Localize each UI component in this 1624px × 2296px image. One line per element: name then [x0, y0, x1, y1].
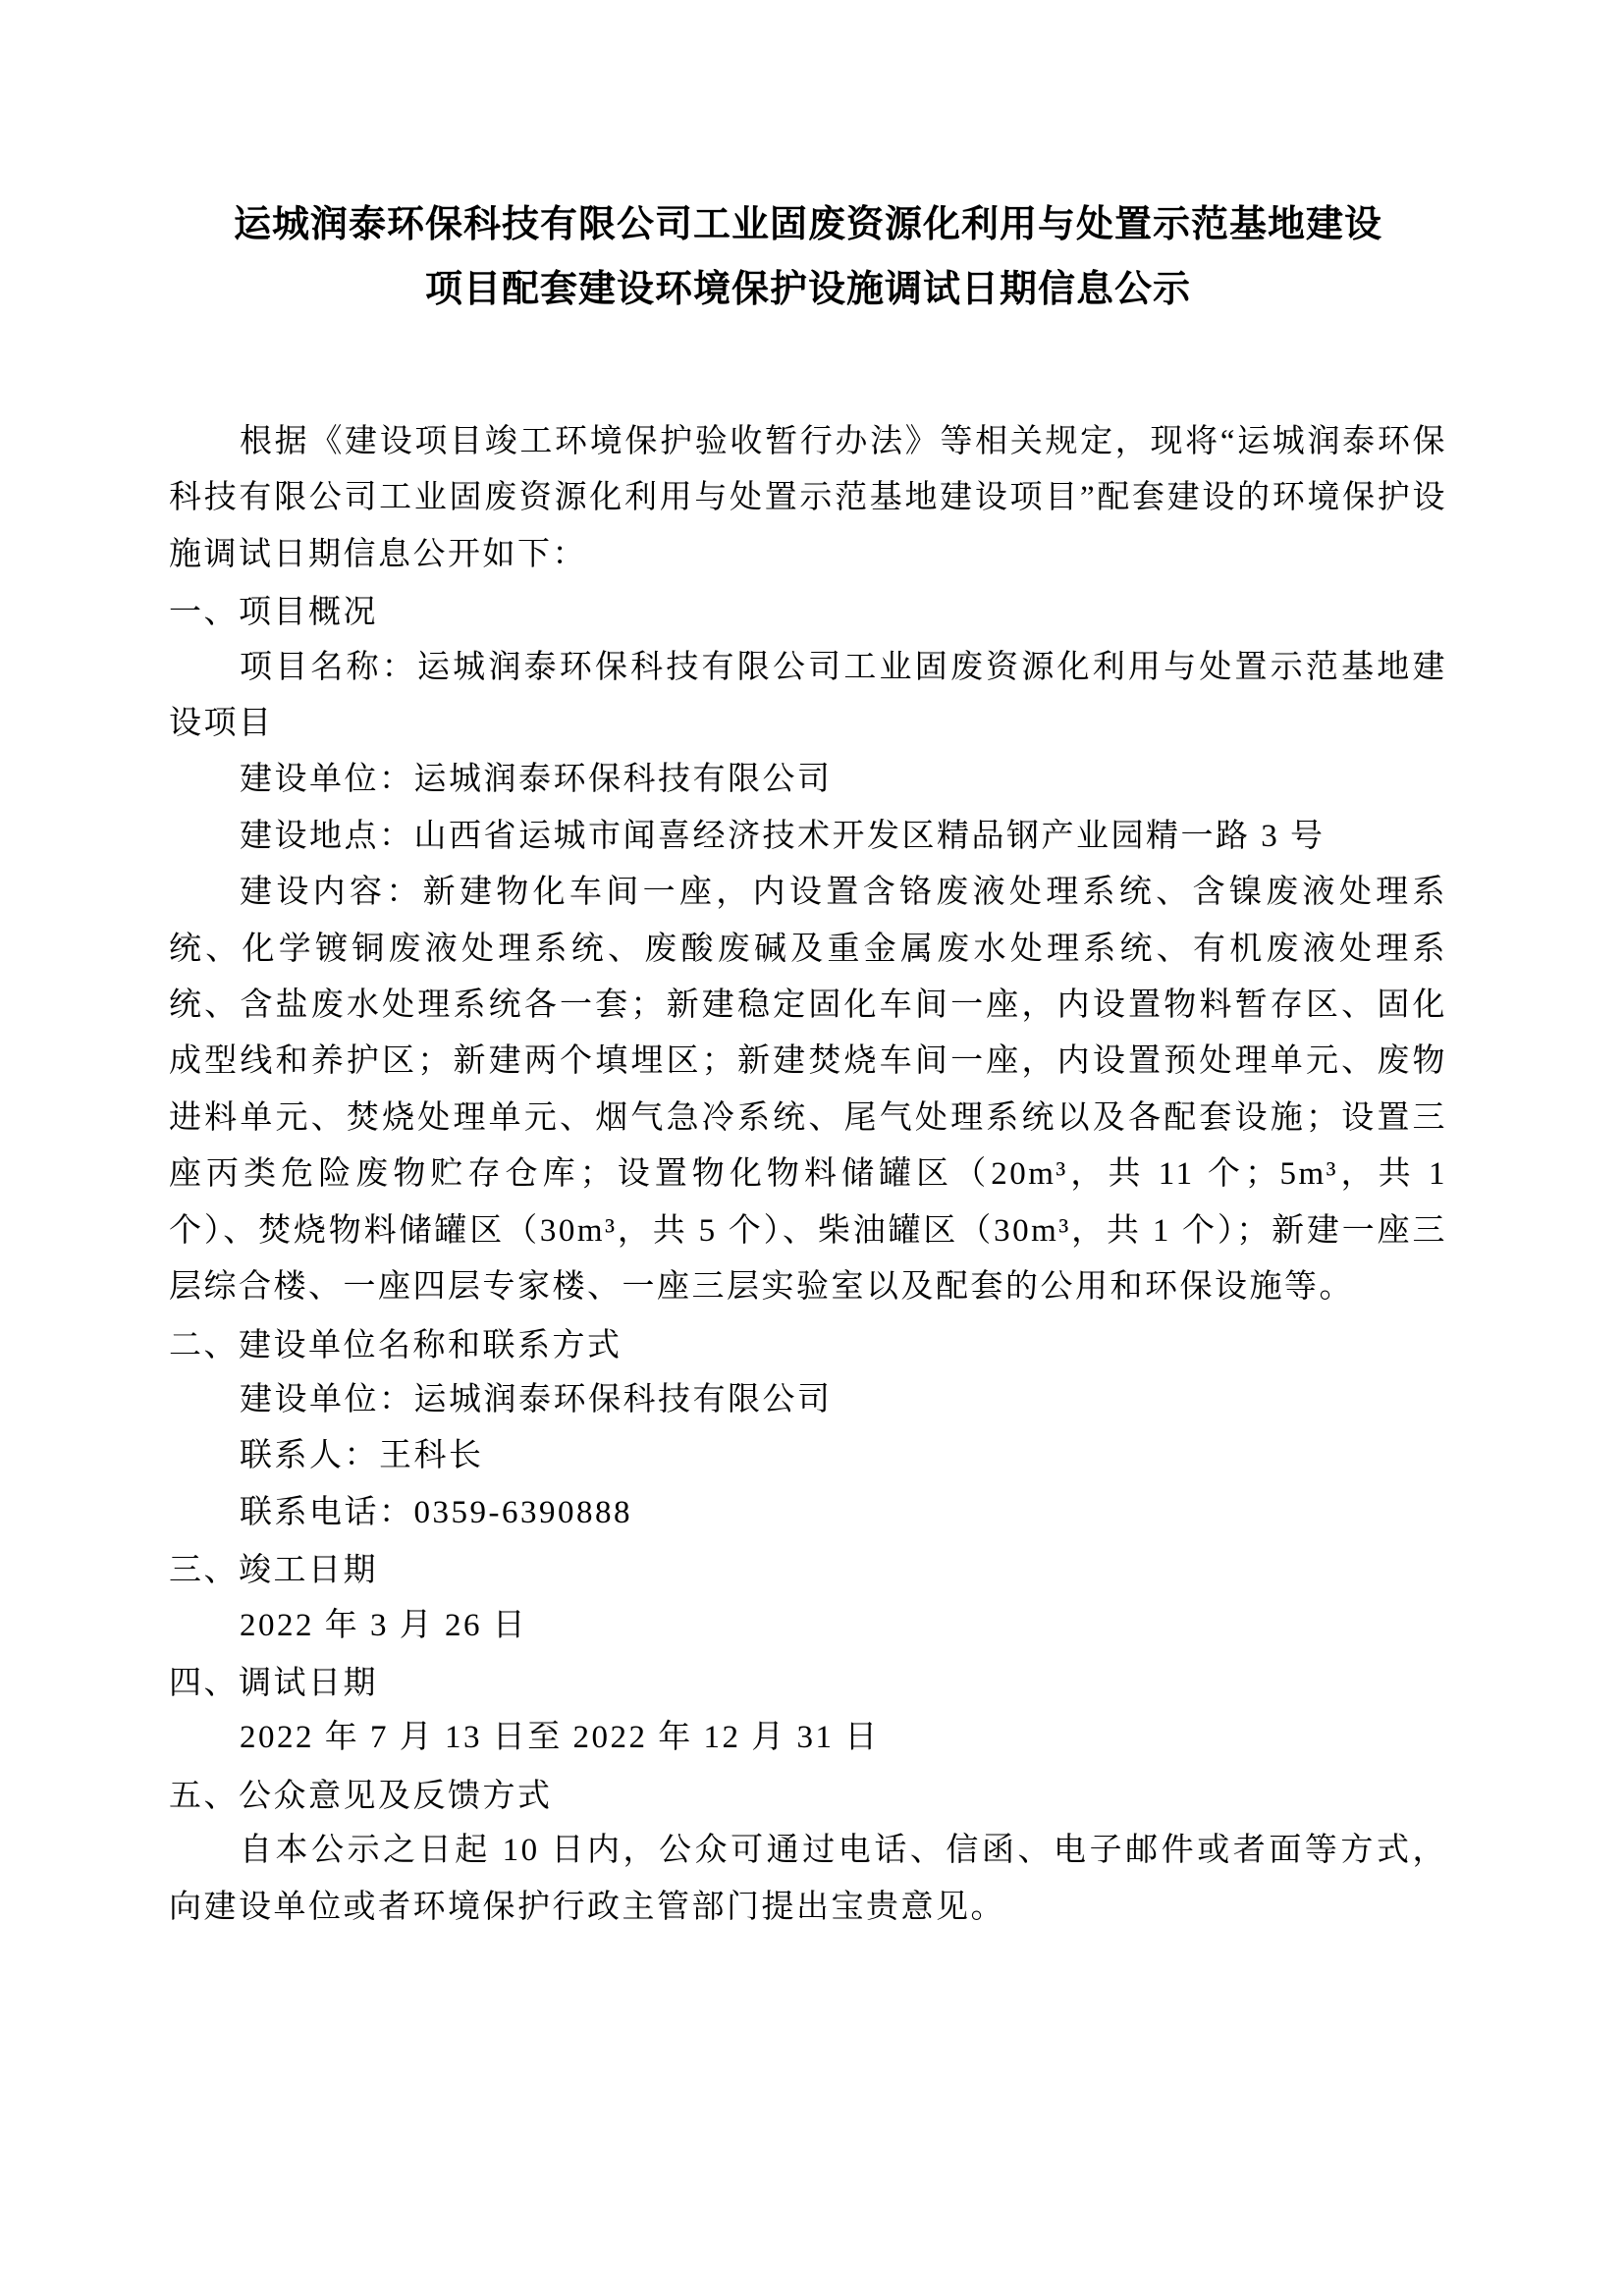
paragraph: 项目名称：运城润泰环保科技有限公司工业固废资源化利用与处置示范基地建设项目 [169, 649, 1447, 742]
paragraph: 2022 年 3 月 26 日 [240, 1607, 528, 1643]
section-heading: 三、竣工日期 [169, 1551, 378, 1588]
paragraph: 建设单位：运城润泰环保科技有限公司 [240, 1381, 833, 1417]
section-heading: 二、建设单位名称和联系方式 [169, 1325, 623, 1362]
paragraph: 建设地点：山西省运城市闻喜经济技术开发区精品钢产业园精一路 3 号 [240, 818, 1326, 854]
document-body [169, 414, 1447, 1936]
section-heading: 四、调试日期 [169, 1663, 378, 1700]
document-title: 运城润泰环保科技有限公司工业固废资源化利用与处置示范基地建设项目配套建设环境保护设施调试日期信息公示 [233, 204, 1382, 310]
paragraph: 联系电话：0359-6390888 [240, 1494, 632, 1530]
section-heading: 五、公众意见及反馈方式 [169, 1776, 553, 1813]
section-heading: 一、项目概况 [169, 593, 378, 630]
paragraph: 联系人：王科长 [240, 1438, 484, 1474]
paragraph: 自本公示之日起 10 日内，公众可通过电话、信函、电子邮件或者面等方式，向建设单位或者环境保护行政主管部门提出宝贵意见。 [169, 1833, 1447, 1925]
paragraph: 根据《建设项目竣工环境保护验收暂行办法》等相关规定，现将“运城润泰环保科技有限公司工业固废资源化利用与处置示范基地建设项目”配套建设的环境保护设施调试日期信息公开如下： [169, 424, 1447, 572]
paragraph: 建设单位：运城润泰环保科技有限公司 [240, 762, 833, 798]
paragraph: 建设内容：新建物化车间一座，内设置含铬废液处理系统、含镍废液处理系统、化学镀铜废液处理系统、废酸废碱及重金属废水处理系统、有机废液处理系统、含盐废水处理系统各一套；新建稳定固化车间一座，内设置物料暂存区、固化成型线和养护区；新建两个填埋区；新建焚烧车间一座，内设置预处理单元、废物进料单元、焚烧处理单元、烟气急冷系统、尾气处理系统以及各配套设施；设置三座丙类危险废物贮存仓库；设置物化物料储罐区（20m³，共 11 个；5m³，共 1 个）、焚烧物料储罐区（30m³，共 5 个）、柴油罐区（30m³，共 1 个）；新建一座三层综合楼、一座四层专家楼、一座三层实验室以及配套的公用和环保设施等。 [169, 875, 1447, 1306]
paragraph: 2022 年 7 月 13 日至 2022 年 12 月 31 日 [240, 1720, 880, 1756]
